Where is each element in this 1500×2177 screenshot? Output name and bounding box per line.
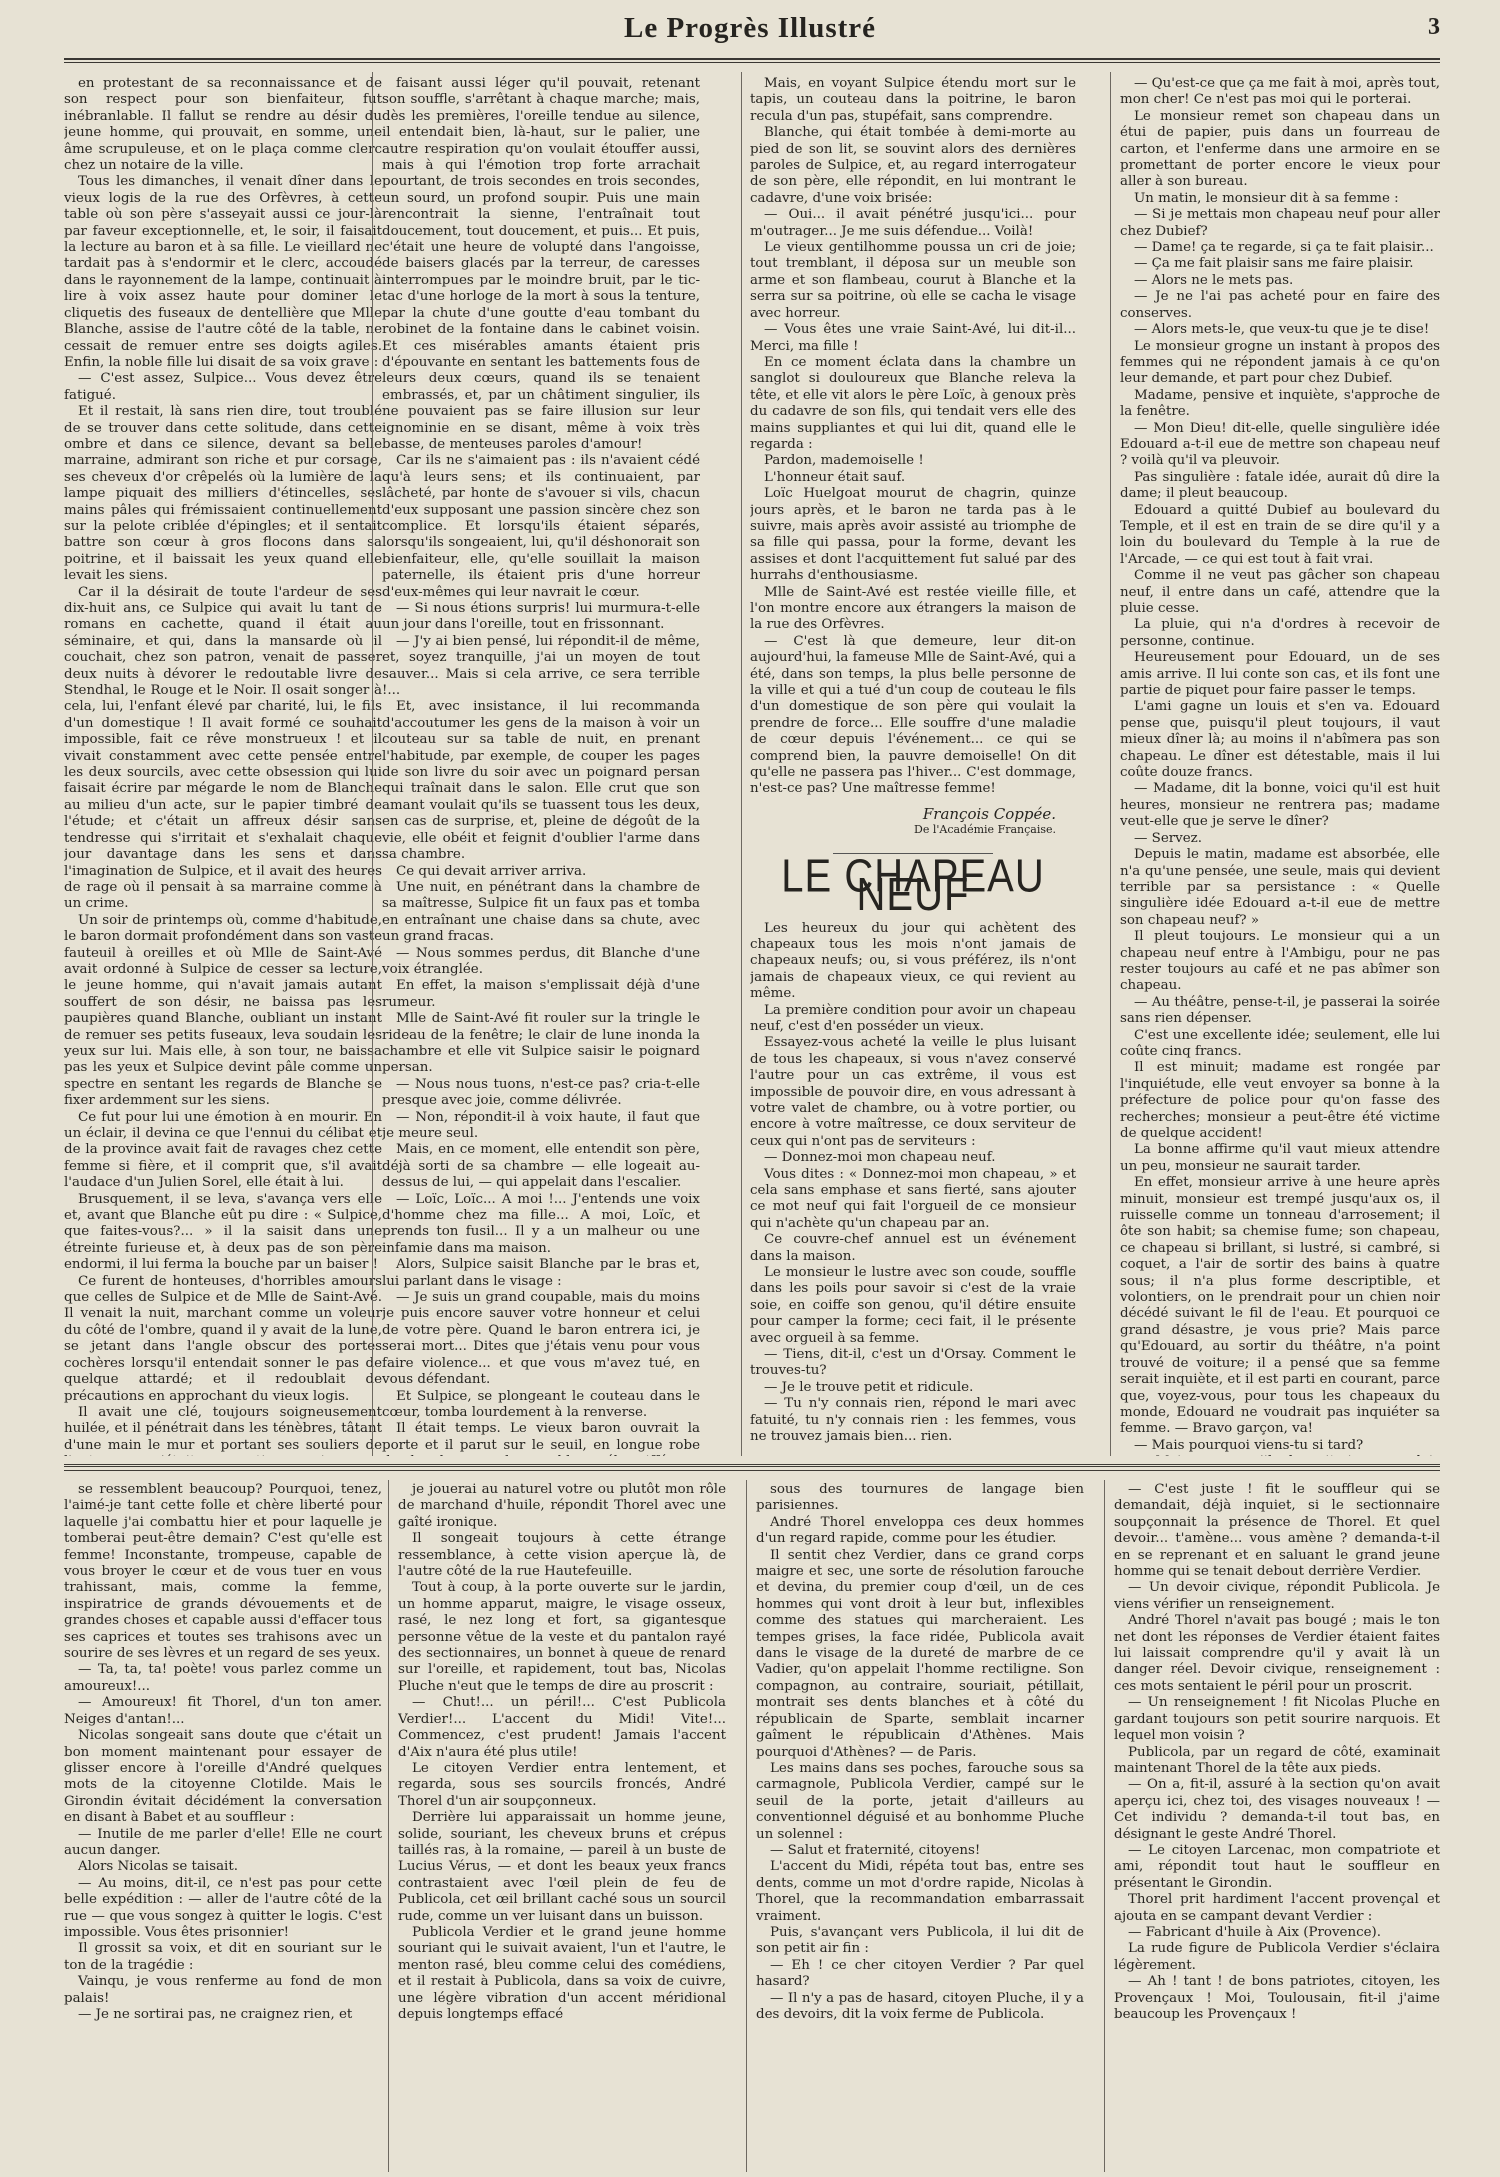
- paragraph: — Je suis un grand coupable, mais du moins je puis encore sauver votre honneur et celui de votre père. Quand le baron entrera ici, je serai mort... Dites que j'étais venu pour vous faire violence... et que vous m'avez tué, en vous défendant.: [382, 1290, 700, 1388]
- paragraph: L'accent du Midi, répéta tout bas, entre ses dents, comme un mot d'ordre rapide, Nicolas à Thorel, que la recommandation embarrassait vraiment.: [756, 1859, 1084, 1924]
- paragraph: André Thorel enveloppa ces deux hommes d'un regard rapide, comme pour les étudier.: [756, 1514, 1084, 1547]
- paragraph: André Thorel n'avait pas bougé ; mais le ton net dont les réponses de Verdier étaient faites lui laissait comprendre qu'il y avait là un danger réel. Devoir civique, renseignement : ces mots sentaient le péril pour un proscrit.: [1114, 1613, 1440, 1694]
- paragraph: [1120, 1454, 1440, 1456]
- paragraph: — Au moins, dit-il, ce n'est pas pour cette belle expédition : — aller de l'autre côté de la rue — que vous songez à quitter le logis. C'est impossible. Vous êtes prisonnier!: [64, 1875, 382, 1940]
- paragraph: — Qu'est-ce que ça me fait à moi, après tout, mon cher! Ce n'est pas moi qui le porterai.: [1120, 76, 1440, 108]
- paragraph: — Je ne sortirai pas, ne craignez rien, et: [78, 2007, 353, 2022]
- author-signature: François Coppée.: [922, 804, 1056, 823]
- paragraph: — Je ne l'ai pas acheté pour en faire des conserves.: [1120, 289, 1440, 321]
- paragraph: Vainqu, je vous renferme au fond de mon palais!: [64, 1974, 382, 2006]
- feuilleton-column-3: [756, 1482, 1084, 2172]
- author-affiliation: De l'Académie Française.: [914, 823, 1056, 837]
- paragraph: se ressemblent beaucoup? Pourquoi, tenez, l'aimé-je tant cette folle et chère liberté pour laquelle j'ai combattu hier et pour laquelle je tomberai peut-être demain? C'est qu'elle est femme! Inconstante, trompeuse, capable de vous broyer le cœur et de vous tuer en vous trahissant, mais, comme la femme, inspiratrice de grands dévouements et de grandes choses et capable aussi d'effacer tous ses caprices et toutes ses trahisons avec un sourire de ses lèvres et un regard de ses yeux.: [64, 1482, 382, 1662]
- paragraph: — Alors ne le mets pas.: [1134, 272, 1294, 288]
- feuilleton-column-2: [398, 1482, 726, 2172]
- paragraph: — Si je mettais mon chapeau neuf pour aller chez Dubief?: [1120, 207, 1440, 239]
- paragraph: Car ils ne s'aimaient pas : ils n'avaient cédé qu'à leurs sens; et ils continuaient, par lâcheté, par honte de s'avouer si vils, chacun d'eux supposant une passion sincère chez son complice. Et lorsqu'ils étaient séparés, lorsqu'ils songeaient, lui, qu'il déshonorait son bienfaiteur, elle, qu'elle souillait la maison paternelle, ils étaient pris d'une horreur d'eux-mêmes qui leur navrait le cœur.: [382, 453, 700, 600]
- column-divider: [388, 1480, 389, 2172]
- paragraph: — Un devoir civique, répondit Publicola. Je viens vérifier un renseignement.: [1114, 1580, 1440, 1612]
- paragraph: — Non, répondit-il à voix haute, il faut que je meure seul.: [382, 1109, 700, 1141]
- paragraph: L'honneur était sauf.: [764, 469, 906, 485]
- paragraph: — Loïc, Loïc... A moi !... J'entends une voix d'homme chez ma fille... A moi, Loïc, et prends ton fusil... Il y a un malheur ou une infamie dans ma maison.: [382, 1191, 700, 1256]
- paragraph: Brusquement, il se leva, s'avança vers elle et, avant que Blanche eût pu dire : « Sulpice, que faites-vous?... » il la saisit dans une étreinte furieuse et, à deux pas de son père endormi, il lui ferma la bouche par un baiser !: [64, 1191, 382, 1273]
- paragraph: — Ah ! tant ! de bons patriotes, citoyen, les Provençaux ! Moi, Toulousain, fit-il j'aime beaucoup les Provençaux !: [1114, 1974, 1440, 2022]
- paragraph: Mlle de Saint-Avé est restée vieille fille, et l'on montre encore aux étrangers la maison de la rue des Orfèvres.: [750, 584, 1076, 633]
- paragraph: — Au théâtre, pense-t-il, je passerai la soirée sans rien dépenser.: [1120, 994, 1440, 1027]
- feuilleton-column-1: [64, 1482, 382, 2172]
- paragraph: Thorel prit hardiment l'accent provençal et ajouta en se campant devant Verdier :: [1114, 1892, 1440, 1924]
- paragraph: — Nous sommes perdus, dit Blanche d'une voix étranglée.: [382, 945, 700, 977]
- paragraph: Tous les dimanches, il venait dîner dans le vieux logis de la rue des Orfèvres, à cette table où son père s'asseyait aussi ce jour-là par faveur exceptionnelle, et, le soir, il faisait la lecture au baron et à sa fille. Le vieillard ne tardait pas à s'endormir et le clerc, accoudé dans le rayonnement de la lampe, continuait à lire à voix assez haute pour dominer le cliquetis des fuseaux de dentellière que Mlle Blanche, assise de l'autre côté de la table, ne cessait de remuer entre ses doigts agiles. Enfin, la noble fille lui disait de sa voix grave :: [64, 174, 382, 370]
- story1-column-1: [64, 76, 382, 1456]
- paragraph: faisant aussi léger qu'il pouvait, retenant son souffle, s'arrêtant à chaque marche; mais, dès les premières, l'oreille tendue au silence, il entendait bien, là-haut, sur le palier, une autre respiration qu'on voulait étouffer aussi, mais à qui l'émotion trop forte arrachait pourtant, de trois secondes en trois secondes, un sourd, un profond soupir. Puis une main rencontrait la sienne, l'entraînait tout doucement, tout doucement, et puis... Et puis, c'était une heure de volupté dans l'angoisse, de baisers glacés par la terreur, de caresses interrompues par le moindre bruit, par le tic-tac d'une horloge de la mort à sous la tenture, par la chute d'une goutte d'eau tombant du robinet de la fontaine dans le cabinet voisin. Et ces misérables amants étaient pris d'épouvante en sentant les battements fous de leurs deux cœurs, quand ils se tenaient embrassés, et, par un châtiment singulier, ils ne pouvaient pas se faire illusion sur leur ignominie en se disant, même à voix très basse, de menteuses paroles d'amour!: [382, 76, 700, 452]
- paragraph: Madame, pensive et inquiète, s'approche de la fenêtre.: [1120, 387, 1440, 420]
- paragraph: Le monsieur grogne un instant à propos des femmes qui ne répondent jamais à ce qu'on leur demande, et part pour chez Dubief.: [1120, 338, 1440, 387]
- paragraph: Publicola, par un regard de côté, examinait maintenant Thorel de la tête aux pieds.: [1114, 1744, 1440, 1776]
- paragraph: Mais, en voyant Sulpice étendu mort sur le tapis, un couteau dans la poitrine, le baron recula d'un pas, stupéfait, sans comprendre.: [750, 76, 1076, 124]
- paragraph: Et Sulpice, se plongeant le couteau dans le cœur, tomba lourdement à la renverse.: [382, 1388, 700, 1420]
- page-number: 3: [1428, 14, 1440, 40]
- paragraph: Tout à coup, à la porte ouverte sur le jardin, un homme apparut, maigre, le visage osseux, rasé, le nez long et fort, sa gigantesque personne vêtue de la veste et du pantalon rayé des sectionnaires, un bonnet à queue de renard sur l'oreille, et rapidement, tout bas, Nicolas Pluche n'eut que le temps de dire au proscrit :: [398, 1580, 726, 1694]
- paragraph: — Chut!... un péril!... C'est Publicola Verdier!... L'accent du Midi! Vite!... Commencez, c'est prudent! Jamais l'accent d'Aix n'aura été plus utile!: [398, 1695, 726, 1760]
- paragraph: — Nous nous tuons, n'est-ce pas? cria-t-elle presque avec joie, comme délivrée.: [382, 1076, 700, 1109]
- paragraph: Et, avec insistance, il lui recommanda d'accoutumer les gens de la maison à voir un couteau sur sa table de nuit, en prenant l'habitude, par exemple, de couper les pages de son livre du soir avec un poignard persan qui traînait dans le salon. Elle crut que son amant voulait qu'ils se tuassent tous les deux, en cas de surprise, et, pleine de dégoût de la vie, elle obéit et feignit d'oublier l'arme dans sa chambre.: [382, 699, 700, 863]
- paragraph: L'ami gagne un louis et s'en va. Edouard pense que, puisqu'il pleut toujours, il vaut mieux dîner là; au moins il n'abîmera pas son chapeau. Le dîner est détestable, mais il lui coûte douze francs.: [1120, 699, 1440, 781]
- paragraph: en protestant de sa reconnaissance et de son respect pour son bienfaiteur, fut inébranlable. Il fallut se rendre au désir du jeune homme, qui prouvait, en somme, une âme scrupuleuse, et on le plaça comme clerc chez un notaire de la ville.: [64, 76, 382, 174]
- paragraph: Heureusement pour Edouard, un de ses amis arrive. Il lui conte son cas, et ils font une partie de piquet pour faire passer le temps.: [1120, 650, 1440, 699]
- paragraph: Les heureux du jour qui achètent des chapeaux tous les mois n'ont jamais de chapeaux neufs; ou, si vous préférez, ils n'ont jamais de chapeaux vieux, ce qui revient au même.: [750, 920, 1076, 1002]
- paragraph: Le monsieur le lustre avec son coude, souffle dans les poils pour savoir si c'est de la vraie soie, en coiffe son genou, qu'il détire ensuite pour camper la forme; ceci fait, il le présente avec orgueil à sa femme.: [750, 1265, 1076, 1346]
- story2-column-2: [1120, 76, 1440, 1456]
- paragraph: — On a, fit-il, assuré à la section qu'on avait aperçu ici, chez toi, des visages nouveaux ! — Cet individu ? demanda-t-il tout bas, en désignant le geste André Thorel.: [1114, 1777, 1440, 1842]
- paragraph: — J'y ai bien pensé, lui répondit-il de même, et, soyez tranquille, j'ai un moyen de tout sauver... Mais si cela arrive, ce sera terrible !...: [382, 633, 700, 699]
- paragraph: Essayez-vous acheté la veille le plus luisant de tous les chapeaux, si vous n'avez conservé l'autre pour un cas extrême, il vous est impossible de pouvoir dire, en vous adressant à votre valet de chambre, ou à votre portier, ou encore à votre maîtresse, ce doux serviteur de ceux qui n'ont pas de serviteurs :: [750, 1035, 1076, 1149]
- story2-column-1-text: [750, 921, 1076, 1446]
- story1-column-2: [382, 76, 700, 1456]
- paragraph: — Inutile de me parler d'elle! Elle ne court aucun danger.: [64, 1826, 382, 1858]
- story2-title: LE CHAPEAU NEUF: [781, 851, 1045, 921]
- paragraph: Il est minuit; madame est rongée par l'inquiétude, elle veut envoyer sa bonne à la préfecture de police pour qu'on fasse des recherches; monsieur a peut-être été victime de quelque accident!: [1120, 1060, 1440, 1141]
- paragraph: Ce fut pour lui une émotion à en mourir. En un éclair, il devina ce que l'ennui du célibat et de la province avait fait de ravages chez cette femme si fière, et il comprit que, s'il avait l'audace d'un Julien Sorel, elle était à lui.: [64, 1109, 382, 1191]
- paragraph: — Ta, ta, ta! poète! vous parlez comme un amoureux!...: [64, 1662, 382, 1694]
- paragraph: Vous dites : « Donnez-moi mon chapeau, » et cela sans emphase et sans fierté, sans ajouter ce mot neuf qui fait l'orgueil de ce monsieur qui n'achète qu'un chapeau par an.: [750, 1166, 1076, 1231]
- paragraph: — C'est juste ! fit le souffleur qui se demandait, déjà inquiet, si le sectionnaire soupçonnait la présence de Thorel. Et quel devoir... t'amène... vous amène ? demanda-t-il en se reprenant et en saluant le grand jeune homme qui se tenait debout derrière Verdier.: [1114, 1482, 1440, 1580]
- paragraph: — Tiens, dit-il, c'est un d'Orsay. Comment le trouves-tu?: [750, 1347, 1076, 1379]
- paragraph: — Alors mets-le, que veux-tu que je te dise!: [1134, 322, 1430, 338]
- paragraph: La bonne affirme qu'il vaut mieux attendre un peu, monsieur ne saurait tarder.: [1120, 1142, 1440, 1174]
- paragraph: Mlle de Saint-Avé fit rouler sur la tringle le rideau de la fenêtre; le clair de lune inonda la chambre et elle vit Sulpice saisir le poignard persan.: [382, 1011, 700, 1076]
- paragraph: Un soir de printemps où, comme d'habitude, le baron dormait profondément dans son vaste fauteuil à oreilles et où Mlle de Saint-Avé avait ordonné à Sulpice de cesser sa lecture, le jeune homme, qui n'avait jamais autant souffert de son désir, ne baissa pas les paupières quand Blanche, oubliant un instant de remuer ses petits fuseaux, leva soudain les yeux sur lui. Mais elle, à son tour, ne baissa pas les yeux et Sulpice devint pâle comme un spectre en sentant les regards de Blanche se fixer ardemment sur les siens.: [64, 912, 382, 1109]
- paragraph: La première condition pour avoir un chapeau neuf, c'est d'en posséder un vieux.: [750, 1002, 1076, 1034]
- paragraph: — Salut et fraternité, citoyens!: [770, 1842, 981, 1858]
- paragraph: Et il restait, là sans rien dire, tout troublé de se trouver dans cette solitude, dans cette ombre et dans ce silence, devant sa belle marraine, admirant son riche et pur corsage, ses cheveux d'or crêpelés où la lumière de la lampe piquait des milliers d'étincelles, ses mains pâles qui frémissaient continuellement sur la pelote criblée d'épingles; et il sentait battre son cœur à gros flocons dans sa poitrine, et il baissait les yeux quand elle levait les siens.: [64, 404, 382, 584]
- paragraph: Puis, s'avançant vers Publicola, il lui dit de son petit air fin :: [756, 1924, 1084, 1957]
- paragraph: Ce furent de honteuses, d'horribles amours que celles de Sulpice et de Mlle de Saint-Avé. Il venait la nuit, marchant comme un voleur du côté de l'ombre, quand il y avait de la lune, se jetant dans l'angle obscur des portes cochères lorsqu'il entendait sonner le pas de quelque attardé; et il redoublait de précautions en approchant du vieux logis.: [64, 1273, 382, 1404]
- paragraph: — Mon Dieu! dit-elle, quelle singulière idée Edouard a-t-il eue de mettre son chapeau neuf ? voilà qu'il va pleuvoir.: [1120, 420, 1440, 469]
- paragraph: — Donnez-moi mon chapeau neuf.: [764, 1150, 996, 1166]
- masthead: [60, 6, 1440, 54]
- feuilleton-column-4: [1114, 1482, 1440, 2172]
- paragraph: Une nuit, en pénétrant dans la chambre de sa maîtresse, Sulpice fit un faux pas et tomba en entraînant une chaise dans sa chute, avec un grand fracas.: [382, 879, 700, 945]
- paragraph: sous des tournures de langage bien parisiennes.: [756, 1482, 1084, 1514]
- paragraph: Il avait une clé, toujours soigneusement huilée, et il pénétrait dans les ténèbres, tâtant d'une main le mur et portant ses souliers de: [64, 1404, 382, 1453]
- paragraph: — Un renseignement ! fit Nicolas Pluche en gardant toujours son petit sourire narquois. Et lequel mon voisin ?: [1114, 1695, 1440, 1744]
- paragraph: Blanche, qui était tombée à demi-morte au pied de son lit, se souvint alors des dernières paroles de Sulpice, et, au regard interrogateur de son père, elle répondit, en lui montrant le cadavre, d'une voix brisée:: [750, 125, 1076, 206]
- paragraph: En ce moment éclata dans la chambre un sanglot si douloureux que Blanche releva la tête, et elle vit alors le père Loïc, à genoux près du cadavre de son fils, qui tendait vers elle des mains suppliantes et qui lui dit, quand elle le regarda :: [750, 354, 1076, 452]
- paragraph: C'est une excellente idée; seulement, elle lui coûte cinq francs.: [1120, 1027, 1440, 1059]
- paragraph: — Je le trouve petit et ridicule.: [764, 1379, 974, 1395]
- newspaper-title: Le Progrès Illustré: [623, 12, 877, 44]
- paragraph: — Vous êtes une vraie Saint-Avé, lui dit-il... Merci, ma fille !: [750, 322, 1076, 354]
- paragraph: Le monsieur remet son chapeau dans un étui de papier, puis dans un fourreau de carton, et l'enferme dans une armoire en se promettant de porter encore le vieux pour aller à son bureau.: [1120, 108, 1440, 190]
- column-divider: [1110, 72, 1111, 1456]
- paragraph: Il sentit chez Verdier, dans ce grand corps maigre et sec, une sorte de résolution farouche et devina, du premier coup d'œil, un de ces hommes qui vont droit à leur but, inflexibles comme des statues qui marcheraient. Les tempes grises, la face ridée, Publicola avait dans le visage de la dureté de marbre de ce Vadier, qu'on appelait l'homme rectiligne. Son compagnon, au contraire, souriait, pétillait, montrait ses dents blanches et à côté du républicain de Sparte, semblait incarner gaîment le républicain d'Athènes. Mais pourquoi d'Athènes? — de Paris.: [756, 1547, 1084, 1760]
- paragraph: Edouard a quitté Dubief au boulevard du Temple, et il est en train de se dire qu'il y a loin du boulevard du Temple à la rue de l'Arcade, — ce qui est tout à fait vrai.: [1120, 502, 1440, 567]
- paragraph: Le citoyen Verdier entra lentement, et regarda, sous ses sourcils froncés, André Thorel d'un air soupçonneux.: [398, 1760, 726, 1809]
- paragraph: Derrière lui apparaissait un homme jeune, solide, souriant, les cheveux bruns et crépus taillés ras, à la romaine, — pareil à un buste de Lucius Vérus, — et dont les beaux yeux francs contrastaient avec l'œil plein de feu de Publicola, cet œil brillant caché sous un sourcil rude, comme un ver luisant dans un buisson.: [398, 1810, 726, 1924]
- paragraph: En effet, monsieur arrive à une heure après minuit, monsieur est trempé jusqu'aux os, il ruisselle comme un tonneau d'arrosement; il ôte son habit; sa chemise fume; son chapeau, ce chapeau si brillant, si lustré, si cambré, si coquet, a l'air de sortir des bains à quatre sous; il n'a plus forme descriptible, et volontiers, on le prendrait pour un chien noir décédé suivant le fil de l'eau. Et pourquoi ce grand désastre, je vous prie? Mais parce qu'Edouard, au sortir du théâtre, n'a point trouvé de voiture; il a pensé que sa femme serait inquiète, et il est parti en courant, parce que, voyez-vous, pour tous les chapeaux du monde, Edouard ne voudrait pas inquiéter sa femme. — Bravo garçon, va!: [1120, 1175, 1440, 1437]
- paragraph: je jouerai au naturel votre ou plutôt mon rôle de marchand d'huile, répondit Thorel avec une gaîté ironique.: [398, 1482, 726, 1530]
- paragraph: — Ça me fait plaisir sans me faire plaisir.: [1134, 256, 1414, 272]
- paragraph: — Il n'y a pas de hasard, citoyen Pluche, il y a des devoirs, dit la voix ferme de Publicola.: [756, 1990, 1084, 2022]
- paragraph: Comme il ne veut pas gâcher son chapeau neuf, il entre dans un café, attendre que la pluie cesse.: [1120, 568, 1440, 616]
- paragraph: Nicolas songeait sans doute que c'était un bon moment maintenant pour essayer de glisser encore à l'oreille d'André quelques mots de la citoyenne Clotilde. Mais le Girondin évitait décidément la conversation en disant à Babet et au souffleur :: [64, 1728, 382, 1826]
- paragraph: Il grossit sa voix, et dit en souriant sur le ton de la tragédie :: [64, 1941, 382, 1973]
- column-divider: [746, 1480, 747, 2172]
- paragraph: Ce couvre-chef annuel est un événement dans la maison.: [750, 1232, 1076, 1264]
- paragraph: — Amoureux! fit Thorel, d'un ton amer. Neiges d'antan!...: [64, 1695, 382, 1727]
- paragraph: Alors Nicolas se taisait.: [78, 1859, 238, 1875]
- paragraph: — Mais pourquoi viens-tu si tard?: [1134, 1437, 1364, 1453]
- paragraph: Pardon, mademoiselle !: [764, 453, 924, 469]
- paragraph: Il pleut toujours. Le monsieur qui a un chapeau neuf entre à l'Ambigu, pour ne pas rester toujours au café et ne pas abîmer son chapeau.: [1120, 929, 1440, 994]
- paragraph: — Si nous étions surpris! lui murmura-t-elle un jour dans l'oreille, tout en frissonnant.: [382, 601, 700, 633]
- column-divider: [372, 72, 373, 1456]
- paragraph: La rude figure de Publicola Verdier s'éclaira légèrement.: [1114, 1941, 1440, 1973]
- paragraph: Depuis le matin, madame est absorbée, elle n'a qu'une pensée, une seule, mais qui devient terrible par sa persistance : « Quelle singulière idée Edouard a-t-il eue de mettre son chapeau neuf? »: [1120, 847, 1440, 928]
- story1-column-3-text: [750, 76, 1076, 798]
- feuilleton-separator-thin: [64, 1470, 1440, 1471]
- paragraph: — Fabricant d'huile à Aix (Provence).: [1128, 1924, 1381, 1940]
- paragraph: Ce qui devait arriver arriva.: [396, 863, 587, 879]
- paragraph: Mais, en ce moment, elle entendit son père, déjà sorti de sa chambre — elle logeait au-dessus de lui, — qui appelait dans l'escalier.: [382, 1142, 700, 1191]
- paragraph: Alors, Sulpice saisit Blanche par le bras et, lui parlant dans le visage :: [382, 1257, 700, 1289]
- paragraph: — Dame! ça te regarde, si ça te fait plaisir...: [1134, 240, 1434, 256]
- paragraph: Il songeait toujours à cette étrange ressemblance, à cette vision aperçue là, de l'autre côté de la rue Hautefeuille.: [398, 1531, 726, 1580]
- header-rule: [64, 58, 1440, 63]
- paragraph: — Servez.: [1134, 830, 1202, 846]
- paragraph: Publicola Verdier et le grand jeune homme souriant qui le suivait avaient, l'un et l'autre, le menton rasé, bleu comme celui des comédiens, et il restait à Publicola, dans sa voix de cuivre, une légère vibration d'un accent méridional depuis longtemps effacé: [398, 1924, 726, 2022]
- column-divider: [1104, 1480, 1105, 2172]
- story1-column-3: [750, 76, 1076, 1456]
- paragraph: Loïc Huelgoat mourut de chagrin, quinze jours après, et le baron ne tarda pas à le suivre, mais après avoir assisté au triomphe de sa fille qui passa, pour la forme, devant les assises et dont l'acquittement fut salué par des hurrahs d'enthousiasme.: [750, 486, 1076, 584]
- paragraph: Le vieux gentilhomme poussa un cri de joie; tout tremblant, il déposa sur un meuble son arme et son flambeau, courut à Blanche et la serra sur sa poitrine, où elle se cacha le visage avec horreur.: [750, 240, 1076, 321]
- paragraph: Un matin, le monsieur dit à sa femme :: [1134, 190, 1399, 206]
- paragraph: La pluie, qui n'a d'ordres à recevoir de personne, continue.: [1120, 617, 1440, 649]
- paragraph: — Oui... il avait pénétré jusqu'ici... pour m'outrager... Je me suis défendue... Voilà!: [750, 207, 1076, 239]
- paragraph: Car il la désirait de toute l'ardeur de ses dix-huit ans, ce Sulpice qui avait lu tant de romans en cachette, quand il était au séminaire, et qui, dans la mansarde où il couchait, chez son patron, venait de passer deux nuits à dévorer le redoutable livre de Stendhal, le Rouge et le Noir. Il osait songer à cela, lui, l'enfant élevé par charité, lui, le fils d'un domestique ! Il avait formé ce souhait impossible, fait ce rêve monstrueux ! et il vivait constamment avec cette pensée entre les deux sourcils, avec cette obsession qui lui faisait écrire par mégarde le nom de Blanche au milieu d'un acte, sur le papier timbré de l'étude; et c'était un affreux désir sans tendresse qui s'irritait et s'exhalait chaque jour davantage dans les sens et dans l'imagination de Sulpice, et il avait des heures de rage où il pensait à sa marraine comme à un crime.: [64, 584, 382, 912]
- paragraph: — Le citoyen Larcenac, mon compatriote et ami, répondit tout haut le souffleur en présentant le Girondin.: [1114, 1842, 1440, 1891]
- feuilleton-separator: [64, 1464, 1440, 1467]
- paragraph: — C'est assez, Sulpice... Vous devez être fatigué.: [64, 371, 382, 403]
- paragraph: — Tu n'y connais rien, répond le mari avec fatuité, tu n'y connais rien : les femmes, vous ne trouvez jamais bien... rien.: [750, 1396, 1076, 1445]
- paragraph: Pas singulière : fatale idée, aurait dû dire la dame; il pleut beaucoup.: [1120, 469, 1440, 502]
- paragraph: Les mains dans ses poches, farouche sous sa carmagnole, Publicola Verdier, campé sur le seuil de la porte, jetait d'ailleurs au conventionnel déguisé et au bonhomme Pluche un solennel :: [756, 1760, 1084, 1842]
- paragraph: En effet, la maison s'emplissait déjà d'une rumeur.: [382, 978, 700, 1010]
- paragraph: — Madame, dit la bonne, voici qu'il est huit heures, monsieur ne rentrera pas; madame veut-elle que je serve le dîner?: [1120, 781, 1440, 830]
- paragraph: — Eh ! ce cher citoyen Verdier ? Par quel hasard?: [756, 1957, 1084, 1990]
- paragraph: Il était temps. Le vieux baron ouvrait la porte et il parut sur le seuil, en longue robe: [382, 1421, 700, 1453]
- paragraph: — C'est là que demeure, leur dit-on aujourd'hui, la fameuse Mlle de Saint-Avé, qui a été, dans son temps, la plus belle personne de la ville et qui a tué d'un coup de couteau le fils d'un domestique de son père qui voulait la prendre de force... Elle souffre d'une maladie de cœur depuis l'événement... ce qui se comprend bien, la pauvre demoiselle! On dit qu'elle ne passera pas l'hiver... C'est dommage, n'est-ce pas? Une maîtresse femme!: [750, 633, 1076, 797]
- column-divider: [741, 72, 742, 1456]
